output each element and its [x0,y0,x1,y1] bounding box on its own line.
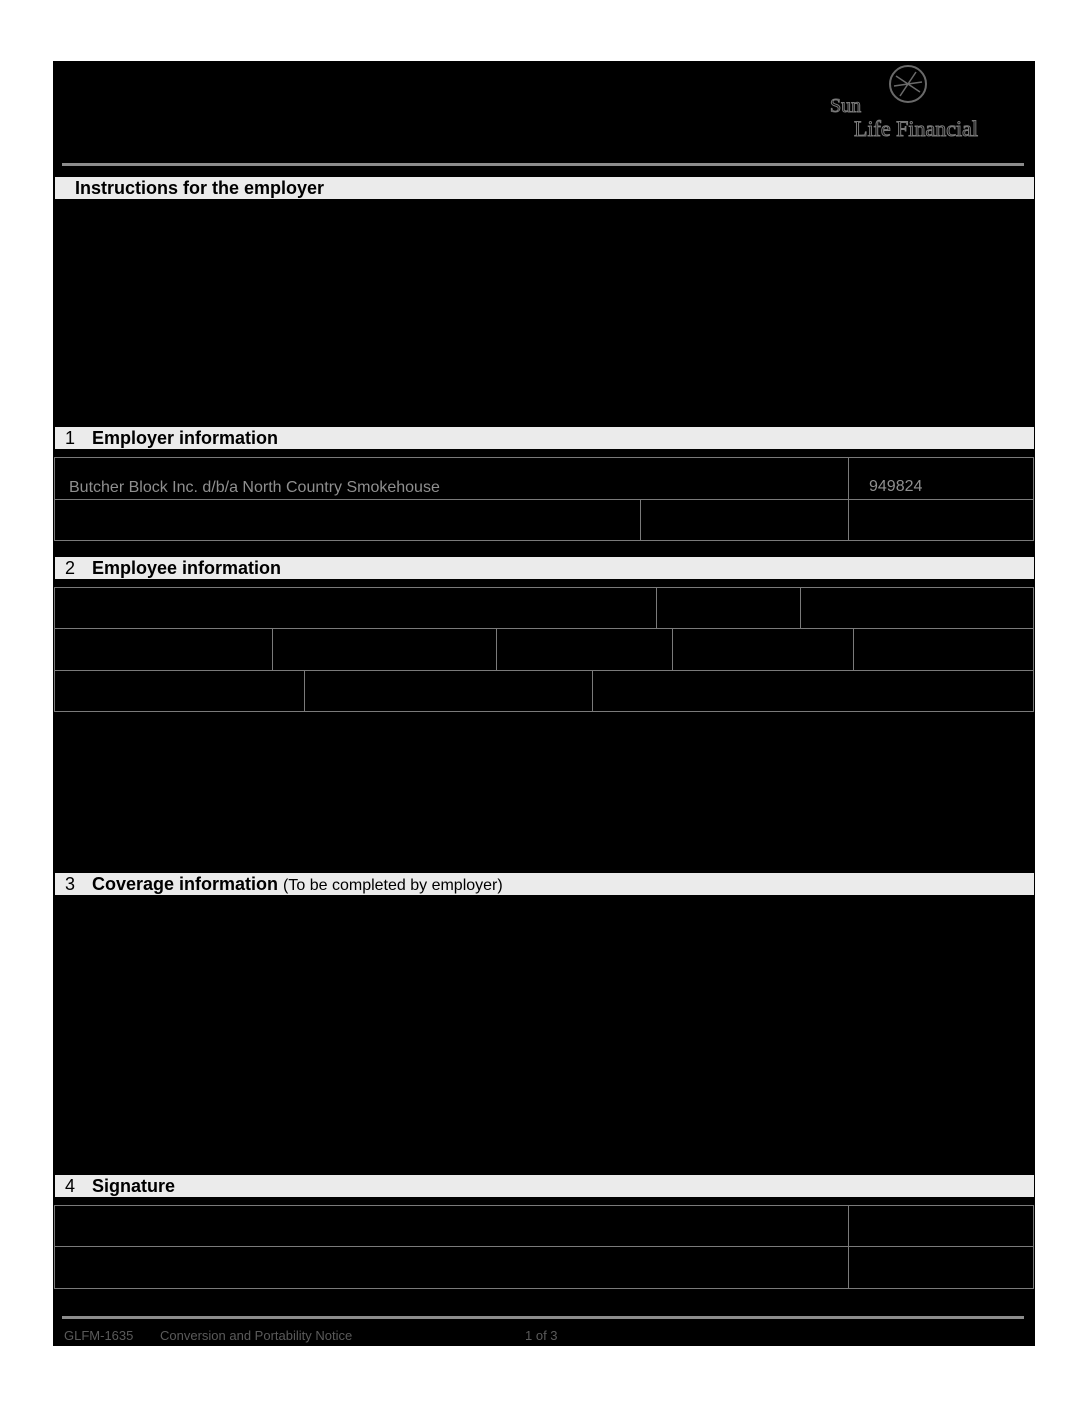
policy-number-value: 949824 [869,478,923,495]
page-number: 1 of 3 [525,1328,558,1343]
section-employee-header [55,557,1034,579]
svg-text:Life Financial: Life Financial [854,116,979,140]
employee-field-3[interactable] [800,587,1034,629]
employee-name-field[interactable] [54,587,657,629]
employer-name-field[interactable] [54,457,849,500]
coverage-title-text: Coverage information [92,874,279,894]
sun-logo-icon [828,62,1032,140]
employer-name-value: Butcher Block Inc. d/b/a North Country Smokehouse [69,479,440,496]
section-instructions-header [55,177,1034,199]
signature-field-4[interactable] [848,1246,1034,1289]
employee-field-2[interactable] [656,587,801,629]
section-signature-header [55,1175,1034,1197]
section-title: Employee information [92,558,282,578]
section-title: Instructions for the employer [75,178,325,198]
employee-field-8[interactable] [853,628,1034,671]
section-title: Signature [92,1176,176,1196]
policy-number-field[interactable] [848,457,1034,500]
form-code: GLFM-1635 [64,1328,134,1343]
svg-text:Sun: Sun [830,95,862,117]
employer-field-3[interactable] [848,499,1034,541]
section-number: 1 [65,428,76,448]
employee-field-6[interactable] [496,628,673,671]
signature-field[interactable] [54,1205,849,1247]
employee-field-11[interactable] [592,670,1034,712]
signature-date-field[interactable] [848,1205,1034,1247]
signature-name-field[interactable] [54,1246,849,1289]
employee-field-9[interactable] [54,670,305,712]
sun-life-financial-logo [828,62,1032,140]
coverage-note: (To be completed by employer) [283,877,503,894]
employee-field-10[interactable] [304,670,593,712]
employee-field-4[interactable] [54,628,273,671]
form-name: Conversion and Portability Notice [160,1328,353,1343]
footer-divider [62,1316,1024,1319]
employee-field-7[interactable] [672,628,854,671]
section-number: 4 [65,1176,76,1196]
section-employer-header [55,427,1034,449]
section-coverage-header [55,873,1034,895]
section-number: 3 [65,874,76,894]
employee-field-5[interactable] [272,628,497,671]
employer-address-field[interactable] [54,499,641,541]
section-title: Employer information [92,428,279,448]
header-divider [62,163,1024,166]
section-number: 2 [65,558,76,578]
section-title [92,873,503,897]
employer-field-2[interactable] [640,499,849,541]
